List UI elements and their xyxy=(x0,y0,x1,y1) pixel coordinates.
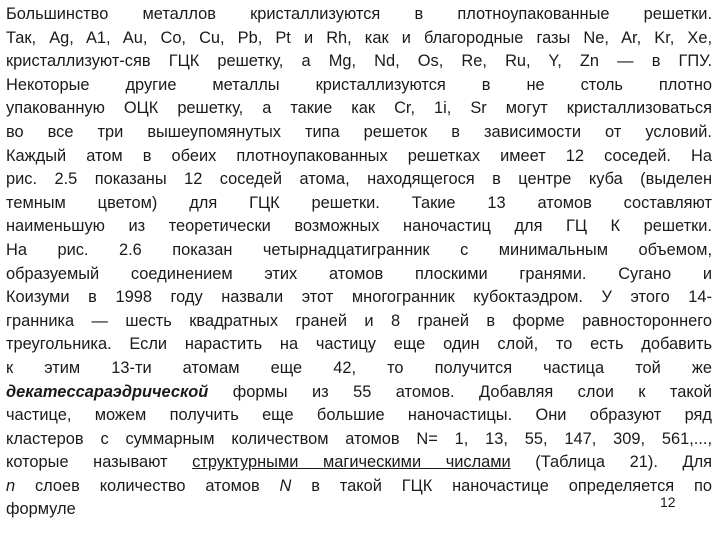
text-line: темным цветом) для ГЦК решетки. Такие 13 атомов составляют xyxy=(6,193,712,212)
text-run: в такой ГЦК наночастице определяется по xyxy=(291,476,712,495)
text-run: (Таблица 21). Для xyxy=(510,453,713,472)
page-number: 12 xyxy=(660,494,676,510)
text-line xyxy=(6,475,712,499)
text-line: к этим 13-ти атомам еще 42, то получится частица той же xyxy=(6,358,712,377)
document-body xyxy=(6,3,712,522)
text-run: формы из 55 атомов. Добавляя слои к такой xyxy=(208,382,712,401)
text-line: кристаллизуют-сяв ГЦК решетку, а Mg, Nd, Os, Re, Ru, Y, Zn — в ГПУ. xyxy=(6,52,712,71)
text-line: рис. 2.5 показаны 12 соседей атома, находящегося в центре куба (выделен xyxy=(6,170,712,189)
underlined-term: структурными магическими числами xyxy=(192,453,511,472)
italic-variable: N xyxy=(279,476,292,495)
text-line: наименьшую из теоретически возможных наночастиц для ГЦ К решетки. xyxy=(6,217,712,236)
text-line: На рис. 2.6 показан четырнадцатигранник с минимальным объемом, xyxy=(6,240,712,259)
text-line: треугольника. Если нарастить на частицу еще один слой, то есть добавить xyxy=(6,335,712,354)
text-line: во все три вышеупомянутых типа решеток в зависимости от условий. xyxy=(6,122,712,141)
text-line: Большинство металлов кристаллизуются в плотноупакованные решетки. xyxy=(6,5,712,23)
text-line xyxy=(6,381,712,405)
text-line: Каждый атом в обеих плотноупакованных решетках имеет 12 соседей. На xyxy=(6,146,712,165)
text-line: частице, можем получить еще большие наночастицы. Они образуют ряд xyxy=(6,406,712,425)
emphasized-term: декатессараэдрической xyxy=(6,382,209,401)
text-line: формуле xyxy=(6,500,76,519)
text-line xyxy=(6,451,712,475)
text-run: слоев количество атомов xyxy=(15,476,280,495)
text-run: которые называют xyxy=(6,453,193,472)
text-line: Некоторые другие металлы кристаллизуются в не столь плотно xyxy=(6,75,712,94)
italic-variable: n xyxy=(6,476,16,495)
text-line: кластеров с суммарным количеством атомов N= 1, 13, 55, 147, 309, 561,..., xyxy=(6,429,712,448)
text-line: Коизуми в 1998 году назвали этот многогранник кубоктаэдром. У этого 14- xyxy=(6,288,712,307)
text-line: образуемый соединением этих атомов плоскими гранями. Сугано и xyxy=(6,264,712,283)
text-line: Так, Ag, A1, Au, Co, Cu, Pb, Pt и Rh, как и благородные газы Ne, Ar, Kr, Xe, xyxy=(6,28,712,47)
text-line: гранника — шесть квадратных граней и 8 граней в форме равностороннего xyxy=(6,311,712,330)
text-line: упакованную ОЦК решетку, а такие как Cr, 1i, Sr могут кристаллизоваться xyxy=(6,99,712,118)
